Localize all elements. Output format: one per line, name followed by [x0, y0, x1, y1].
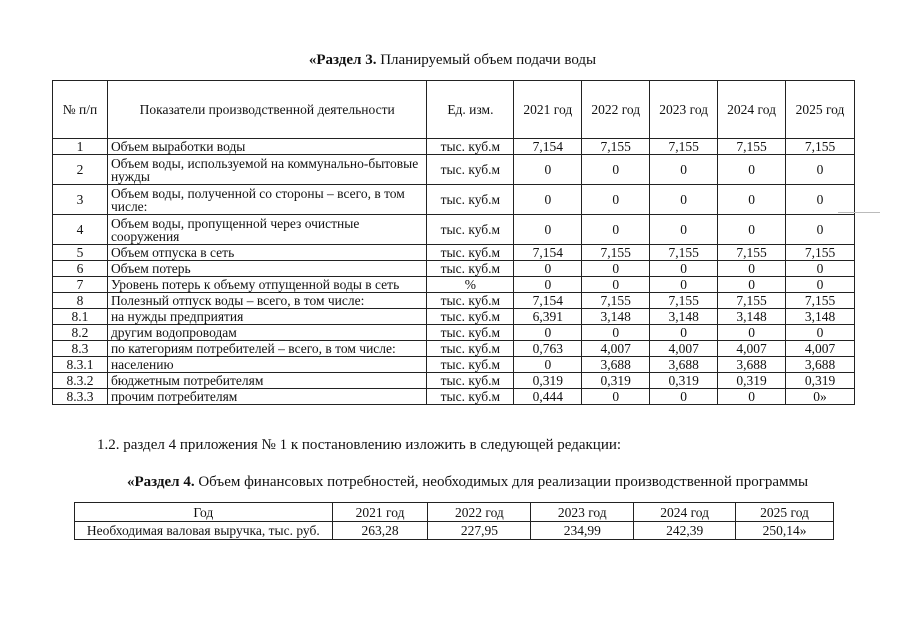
- table-row: [53, 185, 855, 215]
- unit-cell: тыс. куб.м: [427, 185, 514, 215]
- value-cell: 0: [514, 325, 582, 341]
- value-cell: 7,155: [718, 245, 786, 261]
- header-cell: 2023 год: [531, 503, 634, 522]
- value-cell: 0: [786, 261, 855, 277]
- value-cell: 3,148: [786, 309, 855, 325]
- table-row: [53, 155, 855, 185]
- value-cell: 7,155: [718, 139, 786, 155]
- value-cell: 7,155: [650, 139, 718, 155]
- table-row: [53, 261, 855, 277]
- value-cell: 0,444: [514, 389, 582, 405]
- unit-cell: тыс. куб.м: [427, 309, 514, 325]
- value-cell: 0: [786, 215, 855, 245]
- table-row: [53, 389, 855, 405]
- value-cell: 0: [650, 325, 718, 341]
- row-number: 3: [53, 185, 108, 215]
- table-row: [53, 277, 855, 293]
- value-cell: 0: [718, 277, 786, 293]
- table-header-row: [75, 503, 834, 522]
- value-cell: 0: [582, 389, 650, 405]
- value-cell: 3,688: [718, 357, 786, 373]
- value-cell: 4,007: [786, 341, 855, 357]
- header-cell: 2025 год: [786, 81, 855, 139]
- row-number: 8.3.3: [53, 389, 108, 405]
- value-cell: 0,763: [514, 341, 582, 357]
- value-cell: 7,154: [514, 139, 582, 155]
- value-cell: 3,148: [718, 309, 786, 325]
- row-number: 8.3.2: [53, 373, 108, 389]
- value-cell: 227,95: [428, 522, 531, 540]
- row-number: 8.3.1: [53, 357, 108, 373]
- indicator-name: Объем воды, пропущенной через очистные сооружения: [107, 215, 426, 245]
- value-cell: 0: [514, 357, 582, 373]
- row-number: 1: [53, 139, 108, 155]
- value-cell: 7,154: [514, 245, 582, 261]
- section4-title-bold: «Раздел 4.: [127, 474, 195, 490]
- header-cell: Показатели производственной деятельности: [107, 81, 426, 139]
- value-cell: 7,155: [582, 293, 650, 309]
- indicator-name: прочим потребителям: [107, 389, 426, 405]
- indicator-name: Объем потерь: [107, 261, 426, 277]
- row-number: 8.3: [53, 341, 108, 357]
- header-cell: № п/п: [53, 81, 108, 139]
- value-cell: 0,319: [582, 373, 650, 389]
- value-cell: 0: [718, 185, 786, 215]
- row-number: 7: [53, 277, 108, 293]
- scan-edge-line: [838, 212, 880, 213]
- value-cell: 0: [582, 215, 650, 245]
- value-cell: 0: [514, 261, 582, 277]
- section4-title-rest: Объем финансовых потребностей, необходимых для реализации производственной программы: [194, 474, 809, 490]
- table-row: [53, 341, 855, 357]
- value-cell: 0,319: [718, 373, 786, 389]
- indicator-name: Уровень потерь к объему отпущенной воды в сеть: [107, 277, 426, 293]
- unit-cell: тыс. куб.м: [427, 139, 514, 155]
- header-cell: 2022 год: [582, 81, 650, 139]
- value-cell: 0: [718, 155, 786, 185]
- value-cell: 0: [786, 155, 855, 185]
- unit-cell: тыс. куб.м: [427, 293, 514, 309]
- unit-cell: тыс. куб.м: [427, 357, 514, 373]
- value-cell: 0,319: [650, 373, 718, 389]
- table-row: [53, 357, 855, 373]
- unit-cell: тыс. куб.м: [427, 155, 514, 185]
- value-cell: 0: [514, 185, 582, 215]
- unit-cell: тыс. куб.м: [427, 261, 514, 277]
- row-number: 5: [53, 245, 108, 261]
- value-cell: 242,39: [634, 522, 736, 540]
- row-number: 2: [53, 155, 108, 185]
- indicator-name: Объем воды, используемой на коммунально-бытовые нужды: [107, 155, 426, 185]
- value-cell: 7,154: [514, 293, 582, 309]
- value-cell: 0: [514, 277, 582, 293]
- value-cell: 7,155: [718, 293, 786, 309]
- value-cell: 3,688: [582, 357, 650, 373]
- table-row: [53, 139, 855, 155]
- section3-title: [0, 52, 905, 69]
- value-cell: 0: [582, 325, 650, 341]
- value-cell: 3,148: [650, 309, 718, 325]
- instruction-paragraph: 1.2. раздел 4 приложения № 1 к постановлению изложить в следующей редакции:: [97, 437, 622, 453]
- table-row: [53, 373, 855, 389]
- table-row: [53, 325, 855, 341]
- value-cell: 0: [582, 277, 650, 293]
- value-cell: 0,319: [514, 373, 582, 389]
- unit-cell: тыс. куб.м: [427, 215, 514, 245]
- value-cell: 0: [786, 185, 855, 215]
- value-cell: 0: [514, 155, 582, 185]
- indicator-name: Полезный отпуск воды – всего, в том числе:: [107, 293, 426, 309]
- header-cell: 2024 год: [718, 81, 786, 139]
- value-cell: 4,007: [582, 341, 650, 357]
- header-cell: 2025 год: [736, 503, 834, 522]
- row-number: 8: [53, 293, 108, 309]
- value-cell: 3,688: [786, 357, 855, 373]
- value-cell: 7,155: [650, 293, 718, 309]
- row-number: 4: [53, 215, 108, 245]
- indicator-name: населению: [107, 357, 426, 373]
- water-supply-table: [52, 80, 855, 405]
- value-cell: 0: [650, 389, 718, 405]
- row-number: 8.1: [53, 309, 108, 325]
- header-cell: Год: [75, 503, 333, 522]
- unit-cell: %: [427, 277, 514, 293]
- value-cell: 0: [786, 277, 855, 293]
- value-cell: 7,155: [582, 139, 650, 155]
- value-cell: 7,155: [786, 245, 855, 261]
- section3-title-bold: «Раздел 3.: [308, 52, 377, 68]
- section3-title-rest: Планируемый объем подачи воды: [376, 52, 597, 68]
- value-cell: 0: [650, 215, 718, 245]
- unit-cell: тыс. куб.м: [427, 325, 514, 341]
- value-cell: 6,391: [514, 309, 582, 325]
- indicator-name: Объем отпуска в сеть: [107, 245, 426, 261]
- value-cell: 0: [514, 215, 582, 245]
- value-cell: 7,155: [786, 139, 855, 155]
- value-cell: 7,155: [582, 245, 650, 261]
- financial-needs-table: [74, 502, 834, 540]
- header-cell: 2021 год: [332, 503, 428, 522]
- indicator-name: бюджетным потребителям: [107, 373, 426, 389]
- value-cell: 3,688: [650, 357, 718, 373]
- value-cell: 234,99: [531, 522, 634, 540]
- value-cell: 0»: [786, 389, 855, 405]
- value-cell: 0: [650, 277, 718, 293]
- table-row: [75, 522, 834, 540]
- header-cell: 2021 год: [514, 81, 582, 139]
- value-cell: 0: [786, 325, 855, 341]
- row-label: Необходимая валовая выручка, тыс. руб.: [75, 522, 333, 540]
- value-cell: 7,155: [786, 293, 855, 309]
- value-cell: 250,14»: [736, 522, 834, 540]
- header-cell: 2023 год: [650, 81, 718, 139]
- value-cell: 0: [718, 325, 786, 341]
- header-cell: 2022 год: [428, 503, 531, 522]
- unit-cell: тыс. куб.м: [427, 341, 514, 357]
- water-supply-table-body: [53, 139, 855, 405]
- table-row: [53, 215, 855, 245]
- value-cell: 0: [582, 185, 650, 215]
- header-cell: Ед. изм.: [427, 81, 514, 139]
- row-number: 8.2: [53, 325, 108, 341]
- value-cell: 0: [582, 261, 650, 277]
- table-header-row: [53, 81, 855, 139]
- value-cell: 0: [650, 261, 718, 277]
- value-cell: 0,319: [786, 373, 855, 389]
- unit-cell: тыс. куб.м: [427, 245, 514, 261]
- unit-cell: тыс. куб.м: [427, 389, 514, 405]
- indicator-name: Объем выработки воды: [107, 139, 426, 155]
- section4-title: [127, 474, 808, 491]
- value-cell: 0: [718, 215, 786, 245]
- table-row: [53, 245, 855, 261]
- indicator-name: по категориям потребителей – всего, в том числе:: [107, 341, 426, 357]
- table-row: [53, 293, 855, 309]
- header-cell: 2024 год: [634, 503, 736, 522]
- value-cell: 0: [650, 185, 718, 215]
- value-cell: 0: [650, 155, 718, 185]
- unit-cell: тыс. куб.м: [427, 373, 514, 389]
- value-cell: 4,007: [650, 341, 718, 357]
- value-cell: 3,148: [582, 309, 650, 325]
- indicator-name: на нужды предприятия: [107, 309, 426, 325]
- value-cell: 0: [582, 155, 650, 185]
- value-cell: 7,155: [650, 245, 718, 261]
- table-row: [53, 309, 855, 325]
- indicator-name: Объем воды, полученной со стороны – всего, в том числе:: [107, 185, 426, 215]
- value-cell: 4,007: [718, 341, 786, 357]
- indicator-name: другим водопроводам: [107, 325, 426, 341]
- value-cell: 263,28: [332, 522, 428, 540]
- value-cell: 0: [718, 389, 786, 405]
- row-number: 6: [53, 261, 108, 277]
- value-cell: 0: [718, 261, 786, 277]
